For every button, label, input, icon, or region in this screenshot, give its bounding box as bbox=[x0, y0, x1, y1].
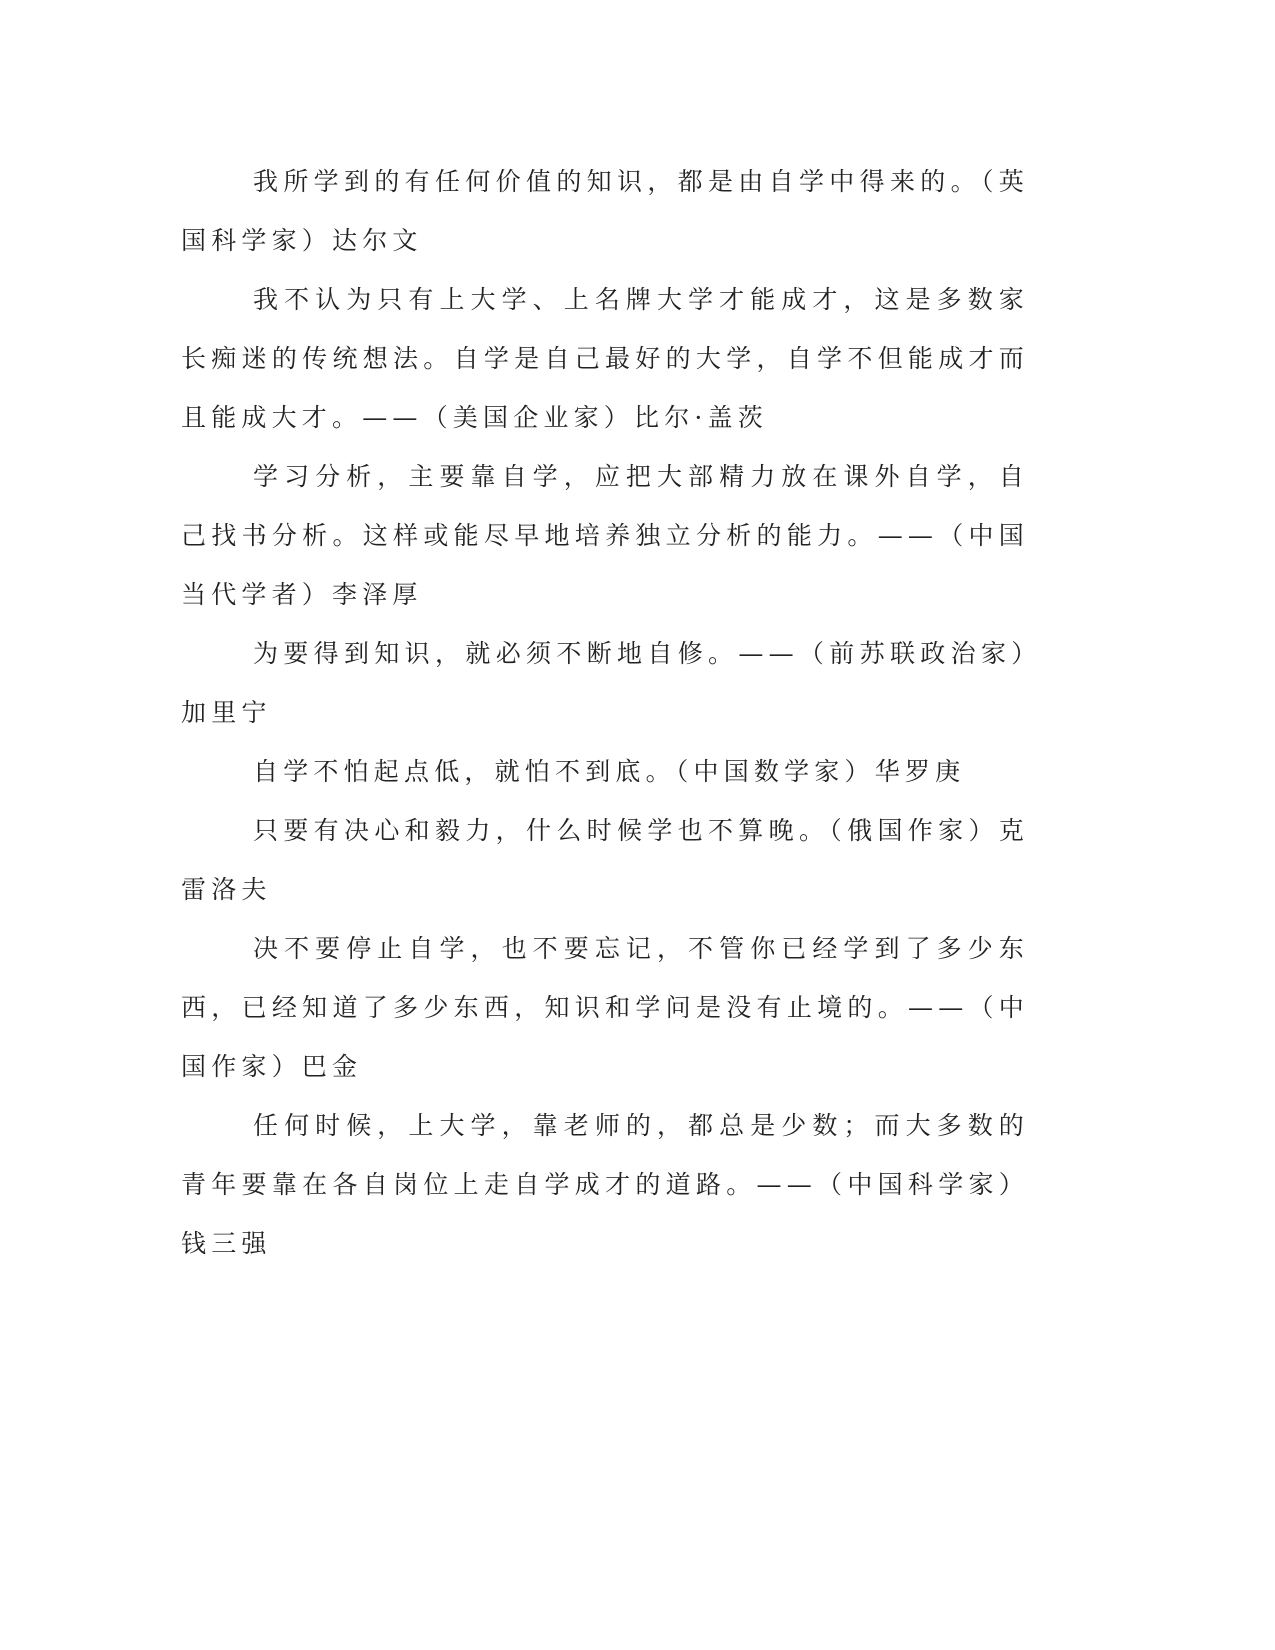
quote-paragraph: 任何时候，上大学，靠老师的，都总是少数；而大多数的青年要靠在各自岗位上走自学成才的道路。——（中国科学家）钱三强 bbox=[181, 1111, 1029, 1258]
document-body bbox=[181, 152, 1029, 1273]
quote-paragraph: 只要有决心和毅力，什么时候学也不算晚。（俄国作家）克雷洛夫 bbox=[181, 816, 1029, 904]
quote-paragraph: 我不认为只有上大学、上名牌大学才能成才，这是多数家长痴迷的传统想法。自学是自己最好的大学，自学不但能成才而且能成大才。——（美国企业家）比尔·盖茨 bbox=[181, 285, 1029, 432]
quote-paragraph: 我所学到的有任何价值的知识，都是由自学中得来的。（英国科学家）达尔文 bbox=[181, 167, 1029, 255]
quote-paragraph: 自学不怕起点低，就怕不到底。（中国数学家）华罗庚 bbox=[253, 757, 966, 786]
quote-paragraph: 为要得到知识，就必须不断地自修。——（前苏联政治家）加里宁 bbox=[181, 639, 1029, 727]
quote-paragraph: 决不要停止自学，也不要忘记，不管你已经学到了多少东西，已经知道了多少东西，知识和学问是没有止境的。——（中国作家）巴金 bbox=[181, 934, 1029, 1081]
quote-paragraph: 学习分析，主要靠自学，应把大部精力放在课外自学，自己找书分析。这样或能尽早地培养独立分析的能力。——（中国当代学者）李泽厚 bbox=[181, 462, 1029, 609]
